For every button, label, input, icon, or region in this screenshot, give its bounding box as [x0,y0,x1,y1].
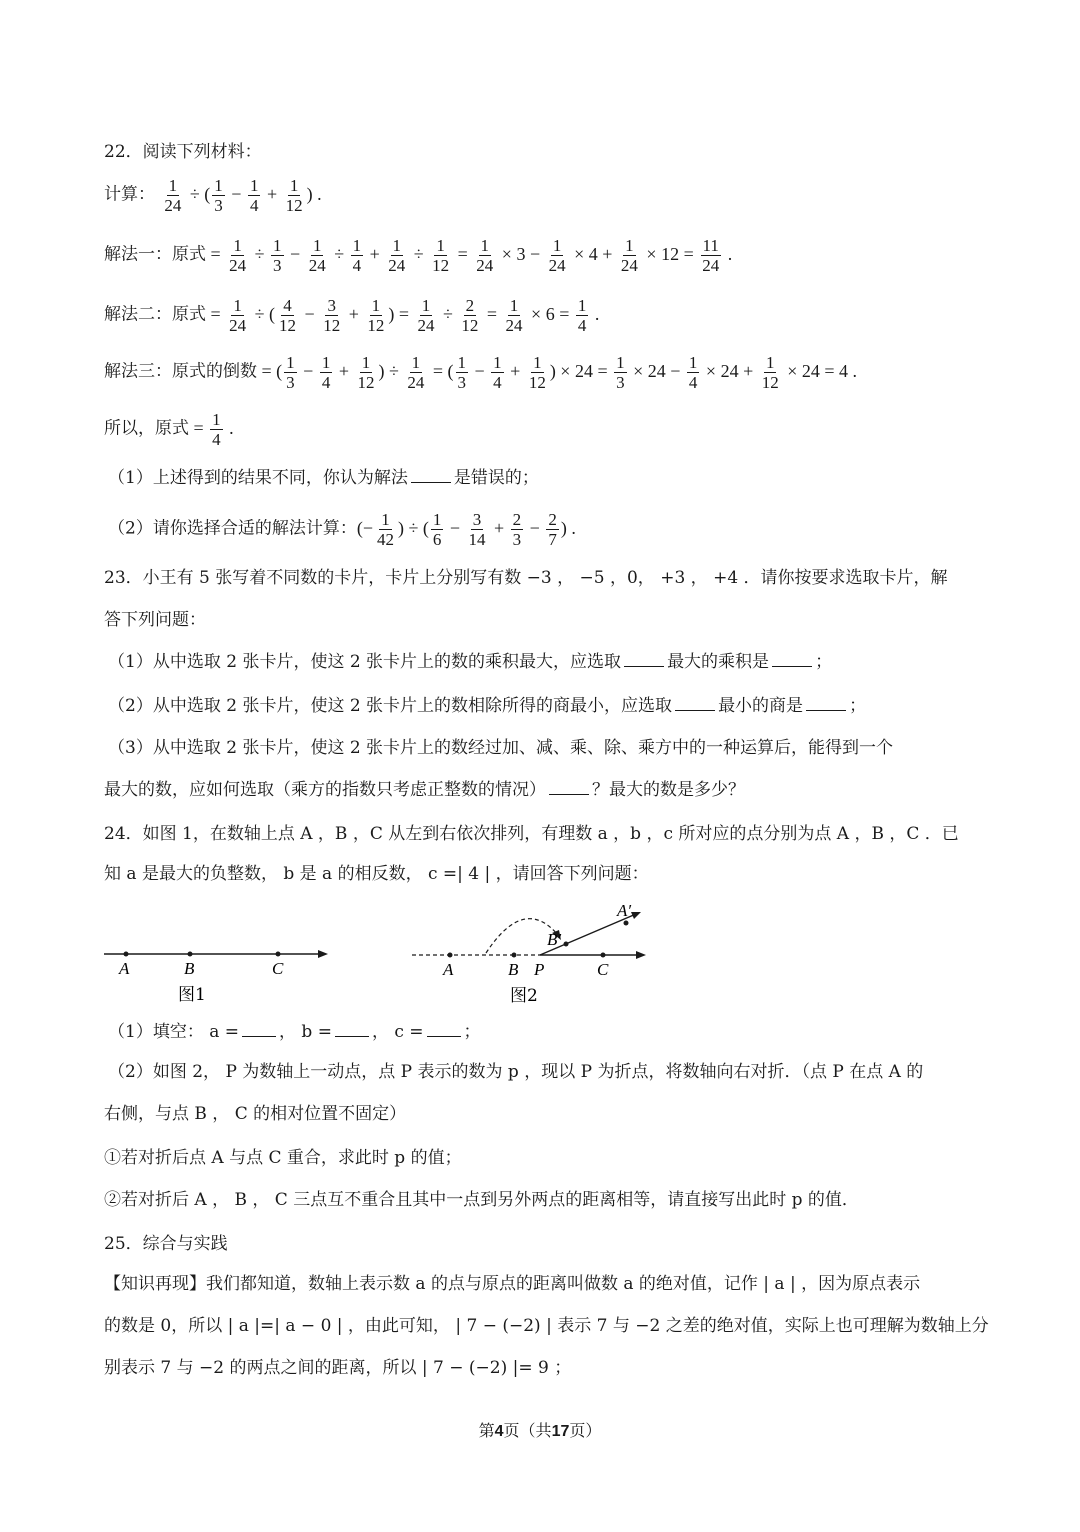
answer-blank[interactable] [549,780,589,795]
figure-1 [100,930,340,1010]
q22-calc: 计算： $\frac{1}{24}$ ÷ ( $\frac{1}{3}$ − $\frac{1}{4}$ + $\frac{1}{12}$ ) . [104,176,322,215]
point-c [601,953,606,958]
sol3-label: 解法三：原式的倒数 [104,361,257,382]
q23-part2: （2）从中选取 2 张卡片，使这 2 张卡片上的数相除所得的商最小，应选取 最小的商是 ； [108,696,867,716]
p1-text-b: ， b = [279,1022,332,1042]
q22-part1 [108,466,539,490]
q25-line1: 【知识再现】我们都知道，数轴上表示数 a 的点与原点的距离叫做数 a 的绝对值，记作 | a | ，因为原点表示 [104,1274,921,1294]
answer-blank[interactable] [675,696,715,711]
part2-text: （2）请你选择合适的解法计算： [108,518,357,539]
answer-blank-c[interactable] [427,1022,461,1037]
arrow-head-icon [636,951,646,959]
p2-text-mid: 最小的商是 [718,696,804,716]
answer-blank[interactable] [806,696,846,711]
calc-label: 计算： [104,184,155,205]
answer-blank-a[interactable] [242,1022,276,1037]
q23-line2: 答下列问题： [104,610,206,630]
label-a-prime: A′ [617,901,632,920]
figure-1-caption: 图1 [178,985,206,1005]
p3-text-end: ？最大的数是多少？ [592,780,745,800]
q22-solution-3: 解法三：原式的倒数 = ( $\frac{1}{3}$ − $\frac{1}{4}$ + $\frac{1}{12}$ ) ÷ $\frac{1}{24}$ = ( $\frac{1}{3}$ − $\frac{1}{4}$ + $\frac{1}{12}$ ) × 24 = $\frac{1}{3}$ × 24 − $\frac{1}{4}$ × 24 + $\frac{1}{12}$ × 24 = 4 . [104,353,858,392]
q25-line2: 的数是 0，所以 | a |=| a − 0 | ，由此可知， | 7 − (−2) | 表示 7 与 −2 之差的绝对值，实际上也可理解为数轴上分 [104,1316,989,1336]
footer-suffix: 页） [569,1421,602,1440]
q22-title: 22．阅读下列材料： [104,142,262,162]
p1-text-end: ； [463,1022,481,1042]
q24-case1: ①若对折后点 A 与点 C 重合，求此时 p 的值； [104,1148,462,1168]
q24-part1 [108,1020,481,1044]
p1-text: （1）填空： a = [108,1022,240,1042]
q24-line1: 24．如图 1，在数轴上点 A ，B ，C 从左到右依次排列，有理数 a ，b ，c 所对应的点分别为点 A ，B ，C ．已 [104,824,959,844]
p1-text-mid: 最大的乘积是 [667,652,770,672]
label-p: P [534,960,545,979]
point-a-prime [624,921,629,926]
q24-line2: 知 a 是最大的负整数， b 是 a 的相反数， c =| 4 | ，请回答下列问题： [104,864,649,884]
point-c [276,952,281,957]
label-b: B [508,960,519,979]
label-a: A [443,960,454,979]
q25-title: 25．综合与实践 [104,1234,228,1254]
sol1-label: 解法一：原式 [104,244,206,265]
point-a [448,953,453,958]
answer-blank[interactable] [411,468,451,483]
label-c: C [597,960,609,979]
q22-conclusion: 所以，原式 = $\frac{1}{4}$ . [104,410,234,449]
part1-text: （1）上述得到的结果不同，你认为解法 [108,468,408,488]
p1-text: （1）从中选取 2 张卡片，使这 2 张卡片上的数的乘积最大，应选取 [108,652,622,672]
q23-part1: （1）从中选取 2 张卡片，使这 2 张卡片上的数的乘积最大，应选取 最大的乘积是 ； [108,652,833,672]
q24-part2-line2: 右侧，与点 B ， C 的相对位置不固定） [104,1104,407,1124]
q24-part2-line1: （2）如图 2， P 为数轴上一动点，点 P 表示的数为 p ，现以 P 为折点，将数轴向右对折．（点 P 在点 A 的 [108,1062,924,1082]
total-pages: 17 [551,1423,570,1440]
point-b-prime [564,942,569,947]
p2-text: （2）从中选取 2 张卡片，使这 2 张卡片上的数相除所得的商最小，应选取 [108,696,673,716]
figure-2 [406,895,656,1010]
footer-mid: 页（共 [503,1421,552,1440]
p1-text-c: ， c = [371,1022,424,1042]
page-number: 4 [494,1423,504,1440]
label-b-prime: B′ [547,930,562,949]
footer-prefix: 第 [478,1421,495,1440]
point-b [188,952,193,957]
conclusion-label: 所以，原式 [104,418,189,439]
label-c: C [272,959,284,978]
label-b: B [184,959,195,978]
arrow-head-icon [318,950,328,958]
q23-part3-line2 [104,778,745,802]
label-a: A [119,959,130,978]
q23-line1: 23．小王有 5 张写着不同数的卡片，卡片上分别写有数 −3 ， −5 ，0， +3 ， +4 ．请你按要求选取卡片，解 [104,568,948,588]
ray-arrow-head-icon [631,912,641,919]
part1-text-end: 是错误的； [453,468,539,488]
q22-solution-1: 解法一：原式 = $\frac{1}{24}$ ÷ $\frac{1}{3}$ − $\frac{1}{24}$ ÷ $\frac{1}{4}$ + $\frac{1}{24}$ ÷ $\frac{1}{12}$ = $\frac{1}{24}$ × 3 − $\frac{1}{24}$ × 4 + $\frac{1}{24}$ × 12 = $\frac{11}{24}$ . [104,236,733,275]
answer-blank[interactable] [624,652,664,667]
figure-2-caption: 图2 [510,986,538,1006]
point-a [124,952,129,957]
q23-part3-line1: （3）从中选取 2 张卡片，使这 2 张卡片上的数经过加、减、乘、除、乘方中的一种运算后，能得到一个 [108,738,894,758]
page-footer [0,1418,1080,1441]
p3-text: 最大的数，应如何选取（乘方的指数只考虑正整数的情况） [104,780,546,800]
sol2-label: 解法二：原式 [104,304,206,325]
q25-line3: 别表示 7 与 −2 的两点之间的距离，所以 | 7 − (−2) |= 9 ； [104,1358,572,1378]
q22-solution-2: 解法二：原式 = $\frac{1}{24}$ ÷ ( $\frac{4}{12}$ − $\frac{3}{12}$ + $\frac{1}{12}$ ) = $\frac{1}{24}$ ÷ $\frac{2}{12}$ = $\frac{1}{24}$ × 6 = $\frac{1}{4}$ . [104,296,600,335]
q22-part2: （2）请你选择合适的解法计算：(− $\frac{1}{42}$ ) ÷ ( $\frac{1}{6}$ − $\frac{3}{14}$ + $\frac{2}{3}$ − $\frac{2}{7}$ ) . [108,510,576,549]
q24-case2: ②若对折后 A ， B ， C 三点互不重合且其中一点到另外两点的距离相等，请直接写出此时 p 的值． [104,1190,859,1210]
point-b [512,953,517,958]
answer-blank-b[interactable] [335,1022,369,1037]
answer-blank[interactable] [772,652,812,667]
